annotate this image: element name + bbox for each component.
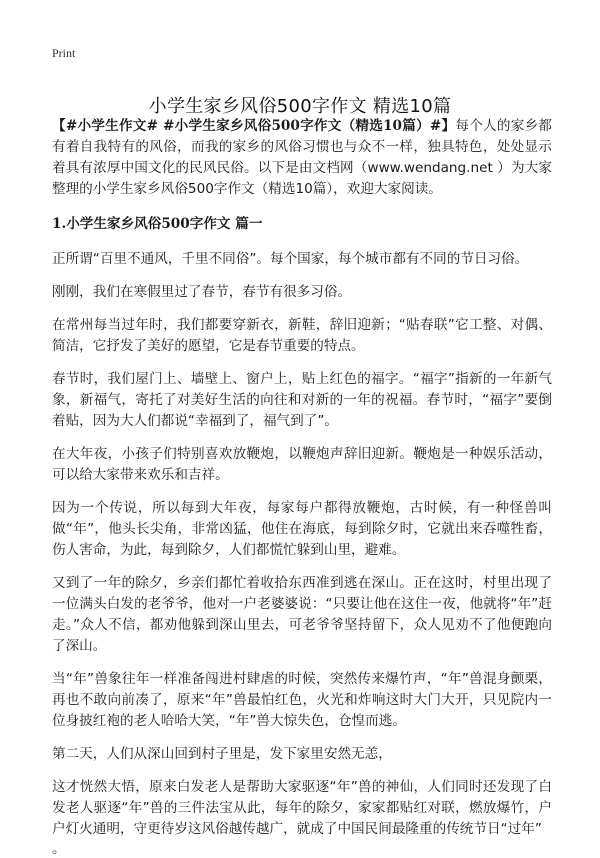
paragraph: 在常州每当过年时，我们都要穿新衣，新鞋，辞旧迎新；“贴春联”它工整、对偶、简洁，它抒发了美好的愿望，它是春节重要的特点。 xyxy=(52,317,552,354)
article-body xyxy=(52,116,552,858)
paragraph: 在大年夜，小孩子们特别喜欢放鞭炮，以鞭炮声辞旧迎新。鞭炮是一种娱乐活动，可以给大家带来欢乐和吉祥。 xyxy=(52,446,552,483)
paragraph: 这才恍然大悟，原来白发老人是帮助大家驱逐“年”兽的神仙，人们同时还发现了白发老人驱逐“年”兽的三件法宝从此，每年的除夕，家家都贴红对联，燃放爆竹，户户灯火通明，守更待岁这风俗越传越广，就成了中国民间最隆重的传统节日“过年” xyxy=(52,779,552,837)
paragraph: 当“年”兽象往年一样准备闯进村肆虐的时候，突然传来爆竹声，“年”兽混身颤栗，再也不敢向前凑了，原来“年”兽最怕红色，火光和炸响这时大门大开，只见院内一位身披红袍的老人哈哈大笑，“年”兽大惊失色，仓惶而逃。 xyxy=(52,671,552,729)
paragraph: 春节时，我们屋门上、墙壁上、窗户上，贴上红色的福字。“福字”指新的一年新气象，新福气，寄托了对美好生活的向往和对新的一年的祝福。春节时，“福字”要倒着贴，因为大人们都说“幸福到了，福气到了”。 xyxy=(52,371,552,429)
intro-tags: 【#小学生作文# #小学生家乡风俗500字作文（精选10篇）#】 xyxy=(52,118,456,134)
paragraph: 正所谓“百里不通风，千里不同俗”。每个国家，每个城市都有不同的节日习俗。 xyxy=(52,251,529,267)
paragraph: 又到了一年的除夕，乡亲们都忙着收拾东西准到逃在深山。正在这时，村里出现了一位满头白发的老爷爷，他对一户老婆婆说：“只要让他在这住一夜，他就将“年”赶走。”众人不信，都劝他躲到深山里去，可老爷爷坚持留下，众人见劝不了他便跑向了深山。 xyxy=(52,575,552,654)
paragraph: 刚刚，我们在寒假里过了春节，春节有很多习俗。 xyxy=(52,284,352,300)
section-heading: 1.小学生家乡风俗500字作文 篇一 xyxy=(52,216,263,232)
page-title: 小学生家乡风俗500字作文 精选10篇 xyxy=(148,96,452,118)
intro-paragraph xyxy=(52,116,552,200)
trailing-punctuation: 。 xyxy=(52,841,66,857)
intro-text: 每个人的家乡都有着自我特有的风俗，而我的家乡的风俗习惯也与众不一样，独具特色，处处显示着具有浓厚中国文化的民风民俗。以下是由文档网（www.wendang.net ）为大家整理的小学生家乡风俗500字作文（精选10篇），欢迎大家阅读。 xyxy=(52,118,552,197)
paragraph: 第二天，人们从深山回到村子里是，发下家里安然无恙， xyxy=(52,746,392,762)
print-label: Print xyxy=(52,46,76,60)
paragraph: 因为一个传说，所以每到大年夜，每家每户都得放鞭炮，古时候，有一种怪兽叫做“年”，他头长尖角，非常凶猛，他住在海底，每到除夕时，它就出来吞噬牲畜，伤人害命，为此，每到除夕，人们都慌忙躲到山里，避难。 xyxy=(52,500,552,558)
